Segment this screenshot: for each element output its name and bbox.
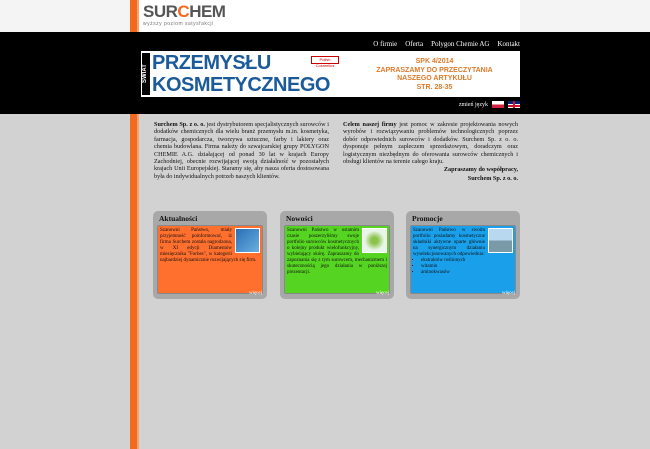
box-image xyxy=(362,228,387,253)
language-switch xyxy=(459,101,520,108)
tagline: wyższy poziom satysfakcji xyxy=(143,21,214,27)
box-image xyxy=(488,228,513,253)
banner-text: SPK 4/2014 ZAPRASZAMY DO PRZECZYTANIA NASZEGO ARTYKUŁU STR. 28-35 xyxy=(376,58,493,91)
box-image xyxy=(235,228,260,253)
logo-text-3: HEM xyxy=(189,2,226,21)
more-link[interactable]: więcej xyxy=(248,291,262,296)
box-text: Szanowni Państwo w ostatnim czasie poszerzyliśmy swoje portfolio surowców kosmetycznych o kolejny produkt wielofunkcyjny, wybielający skórę. Zapraszamy do zapoznania się z tym surowcem, mechanizmem i skutecznością jego działania w poniższej prezentacji. xyxy=(287,228,387,275)
box-text: Szanowni Państwo, miały przyjemność poinformować, iż firma Surchem została nagrodzona, w XI edycji Diamentów miesięcznika "Forbes", w kategorii najbardziej dynamicznie rozwijających się firm. xyxy=(160,228,257,263)
uk-flag-icon[interactable] xyxy=(508,101,520,108)
nav-o-firmie[interactable]: O firmie xyxy=(373,40,398,48)
polish-flag-icon[interactable] xyxy=(492,101,504,108)
promo-list xyxy=(421,258,513,276)
box-title: Nowości xyxy=(286,214,313,223)
signature-2: Surchem Sp. z o. o. xyxy=(467,174,518,182)
box-title: Aktualności xyxy=(159,214,198,223)
goal-column xyxy=(343,121,518,182)
list-item: ▪ witamin xyxy=(421,264,513,270)
promotions-box xyxy=(406,211,520,299)
new-products-box xyxy=(280,211,394,299)
intro-bold: Surchem Sp. z o. o. xyxy=(154,121,205,128)
box-content xyxy=(157,225,263,294)
logo-text-1: SUR xyxy=(143,2,178,21)
box-content xyxy=(284,225,390,294)
logo-text-2: C xyxy=(177,2,190,21)
promo-banner[interactable] xyxy=(141,51,520,97)
goal-text: jest pomoc w zakresie projektowania nowych wyrobów i rozwiązywaniu problemów technologicznych poprzez dobór odpowiednich surowców i dodatków. Surchem Sp. z o. o. dysponuje pełnym zapleczem sprzedażowym, doradczym oraz logistycznym niezbędnym do oferowania surowców chemicznych i obsługi klientów na terenie całego kraju. xyxy=(343,121,518,166)
list-item: ▪ ekstraktów roślinnych xyxy=(421,258,513,264)
top-bar xyxy=(0,0,650,32)
logo[interactable] xyxy=(143,4,225,20)
main-nav xyxy=(373,40,520,48)
more-link[interactable]: więcej xyxy=(375,291,389,296)
nav-polygon[interactable]: Polygon Chemie AG xyxy=(431,40,490,48)
news-box xyxy=(153,211,267,299)
lang-label: zmień język xyxy=(458,101,488,108)
box-text: Szanowni Państwo w swoim portfolio posiadamy kosmetyczne składniki aktywne oparte głównie na synergicznym działaniu wyselekcjonowanych odpowiednio: xyxy=(413,228,485,257)
banner-title-1: PRZEMYSŁU xyxy=(152,52,271,74)
more-link[interactable]: więcej xyxy=(501,291,515,296)
nav-oferta[interactable]: Oferta xyxy=(405,40,424,48)
intro-text: jest dystrybutorem specjalistycznych surowców i dodatków chemicznych dla wielu branż przemysłu m.in. kosmetyka, farmacja, gospodarcza, tworzywa sztuczne, farby i lakiery oraz chemia budowlana. Firma należy do szwajcarskiej grupy POLYGON CHEMIE A.G. działającej od ponad 30 lat w krajach Europy Zachodniej, obecnie rozwijającej swoją działalność w pozostałych krajach Unii Europejskiej. Staramy się, aby nasza oferta dostosowana była do indywidualnych potrzeb naszych klientów. xyxy=(154,121,329,180)
nav-kontakt[interactable]: Kontakt xyxy=(497,40,520,48)
intro-column xyxy=(154,121,329,180)
banner-mini-logo: Polish Cosmetics xyxy=(311,56,339,64)
banner-title-2: KOSMETYCZNEGO xyxy=(152,74,330,96)
goal-bold: Celem naszej firmy xyxy=(343,121,397,128)
box-content xyxy=(410,225,516,294)
signature-1: Zapraszamy do współpracy, xyxy=(443,166,518,174)
list-item: ▪ aminokwasów xyxy=(421,270,513,276)
box-title: Promocje xyxy=(412,214,443,223)
banner-side-text: ŚWIAT xyxy=(142,53,150,95)
